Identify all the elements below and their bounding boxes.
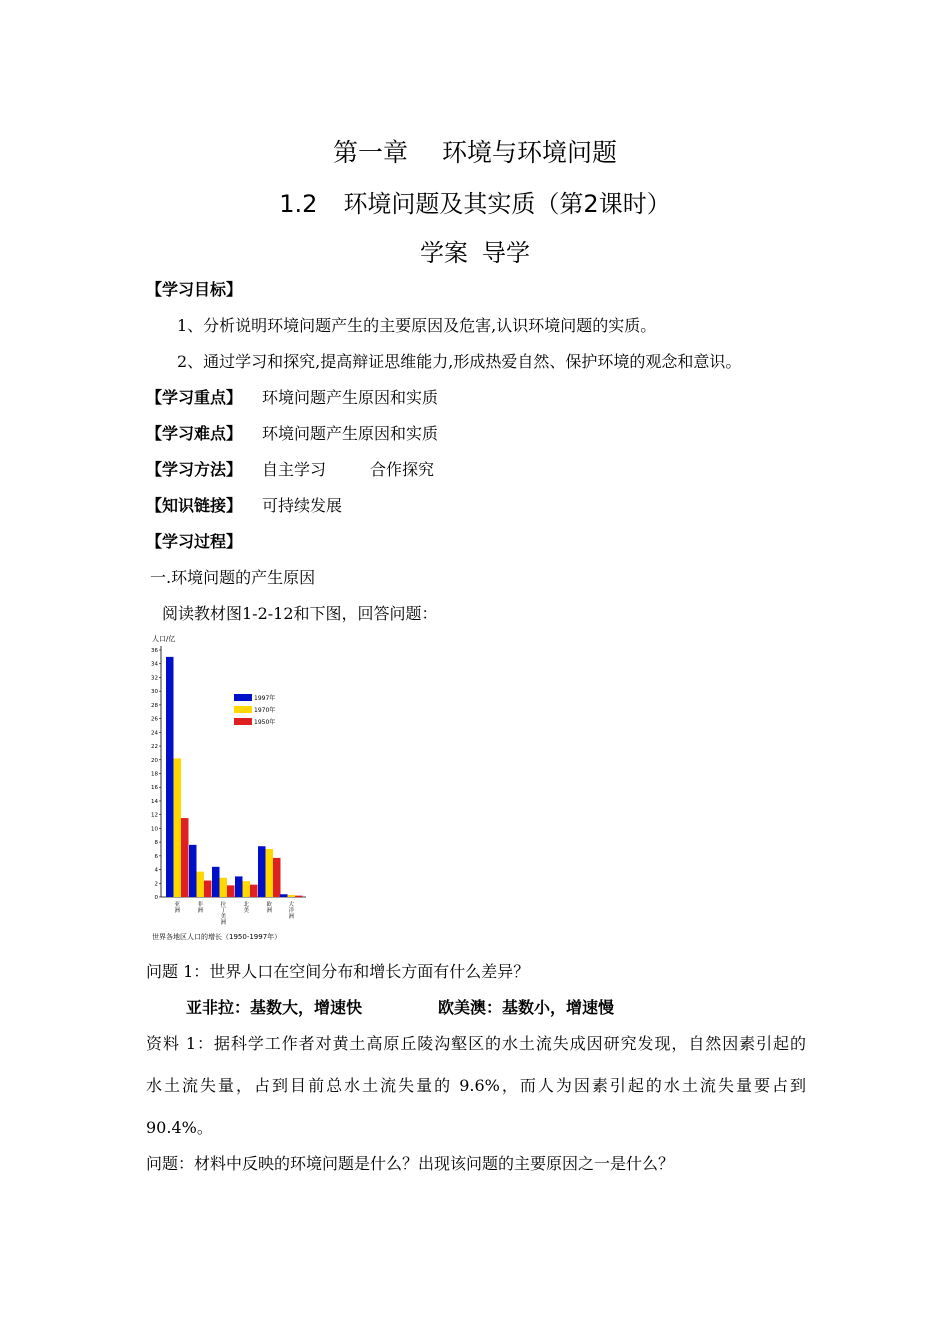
bar-1-2 [189,845,197,897]
population-chart [146,630,316,945]
objective-item-2: 2、通过学习和探究,提高辩证思维能力,形成热爱自然、保护环境的观念和意识。 [177,352,742,371]
y-tick-label: 12 [151,812,158,819]
bar-1-6 [280,894,288,897]
question-2: 问题：材料中反映的环境问题是什么？出现该问题的主要原因之一是什么？ [146,1154,675,1173]
bar-1-1 [166,657,174,897]
part1-title: 一.环境问题的产生原因 [150,568,316,587]
key-point-value: 环境问题产生原因和实质 [262,388,439,407]
y-tick-label: 14 [151,798,158,805]
x-tick-label: 北美 [243,902,250,914]
difficulty-value: 环境问题产生原因和实质 [262,424,439,443]
section-number: 1.2 [279,190,318,218]
chapter-number: 第一章 [332,138,408,167]
y-tick-label: 28 [151,702,158,709]
y-tick-label: 30 [151,689,158,696]
objectives-label: 【学习目标】 [146,280,243,299]
material-1-line-2: 水土流失量，占到目前总水土流失量的 9.6%，而人为因素引起的水土流失量要占到 [146,1076,806,1095]
bar-1-4 [235,876,243,897]
bar-3-4 [250,885,258,897]
legend-label: 1950年 [254,719,276,726]
doc-type-heading [0,233,950,268]
doc-type-a: 学案 [420,239,468,267]
legend-swatch [234,706,252,713]
bar-3-1 [181,818,189,897]
y-tick-label: 4 [154,867,158,874]
material-1-line-1: 资料 1：据科学工作者对黄土高原丘陵沟壑区的水土流失成因研究发现，自然因素引起的 [146,1034,806,1053]
section-heading [0,184,950,219]
bar-2-4 [243,881,251,897]
x-tick-label: 欧洲 [266,902,273,914]
difficulty-row [146,421,438,444]
y-tick-label: 26 [151,716,158,723]
bar-2-5 [266,849,274,897]
method-value-a: 自主学习 [262,460,327,479]
material-1-line-3: 90.4%。 [146,1118,213,1137]
y-tick-label: 22 [151,744,158,751]
answer-1b: 欧美澳：基数小，增速慢 [438,998,615,1017]
bar-2-1 [174,758,182,897]
y-tick-label: 2 [154,881,158,888]
bar-3-2 [204,881,212,897]
bar-1-3 [212,867,220,897]
chart-bars [166,657,303,897]
key-point-row [146,385,438,408]
chapter-title: 环境与环境问题 [442,138,618,167]
difficulty-label: 【学习难点】 [146,424,243,443]
link-row [146,493,342,516]
process-label: 【学习过程】 [146,532,243,551]
y-tick-label: 34 [151,661,158,668]
y-tick-label: 6 [154,853,158,860]
x-axis-labels [174,900,294,926]
chart-legend [234,694,275,726]
y-tick-label: 32 [151,675,158,682]
x-tick-label: 非洲 [197,902,204,914]
chapter-heading [0,133,950,169]
bar-3-5 [273,858,281,897]
link-label: 【知识链接】 [146,496,243,515]
doc-type-b: 导学 [482,239,530,267]
objective-item-1: 1、分析说明环境问题产生的主要原因及危害,认识环境问题的实质。 [177,316,657,335]
legend-swatch [234,694,252,701]
y-tick-label: 18 [151,771,158,778]
bar-3-3 [227,885,235,897]
legend-label: 1970年 [254,707,276,714]
link-value: 可持续发展 [262,496,343,515]
bar-2-6 [288,895,296,897]
y-tick-label: 20 [151,757,158,764]
bar-2-3 [220,878,228,897]
question-1: 问题 1：世界人口在空间分布和增长方面有什么差异？ [146,962,530,981]
y-tick-label: 8 [154,840,158,847]
x-tick-label: 亚洲 [174,902,181,914]
y-tick-label: 36 [151,648,158,654]
chart-caption: 世界各地区人口的增长（1950-1997年） [152,933,282,941]
method-label: 【学习方法】 [146,460,243,479]
legend-swatch [234,718,252,725]
x-tick-label: 大洋洲 [288,902,295,920]
y-tick-label: 16 [151,785,158,792]
x-tick-label: 拉丁美洲 [220,902,227,926]
section-title: 环境问题及其实质（第2课时） [343,190,671,218]
y-tick-label: 10 [151,826,158,833]
method-row [146,457,434,480]
method-value-b: 合作探究 [370,460,435,479]
key-point-label: 【学习重点】 [146,388,243,407]
y-tick-label: 24 [151,730,158,737]
y-axis-label: 人口/亿 [152,635,176,643]
y-tick-label: 0 [154,895,158,901]
bar-1-5 [258,846,266,897]
part1-instruction: 阅读教材图1-2-12和下图，回答问题： [162,604,438,623]
bar-2-2 [197,872,205,897]
bar-3-6 [295,896,303,897]
legend-label: 1997年 [254,695,276,702]
answer-1a: 亚非拉：基数大，增速快 [186,998,363,1017]
